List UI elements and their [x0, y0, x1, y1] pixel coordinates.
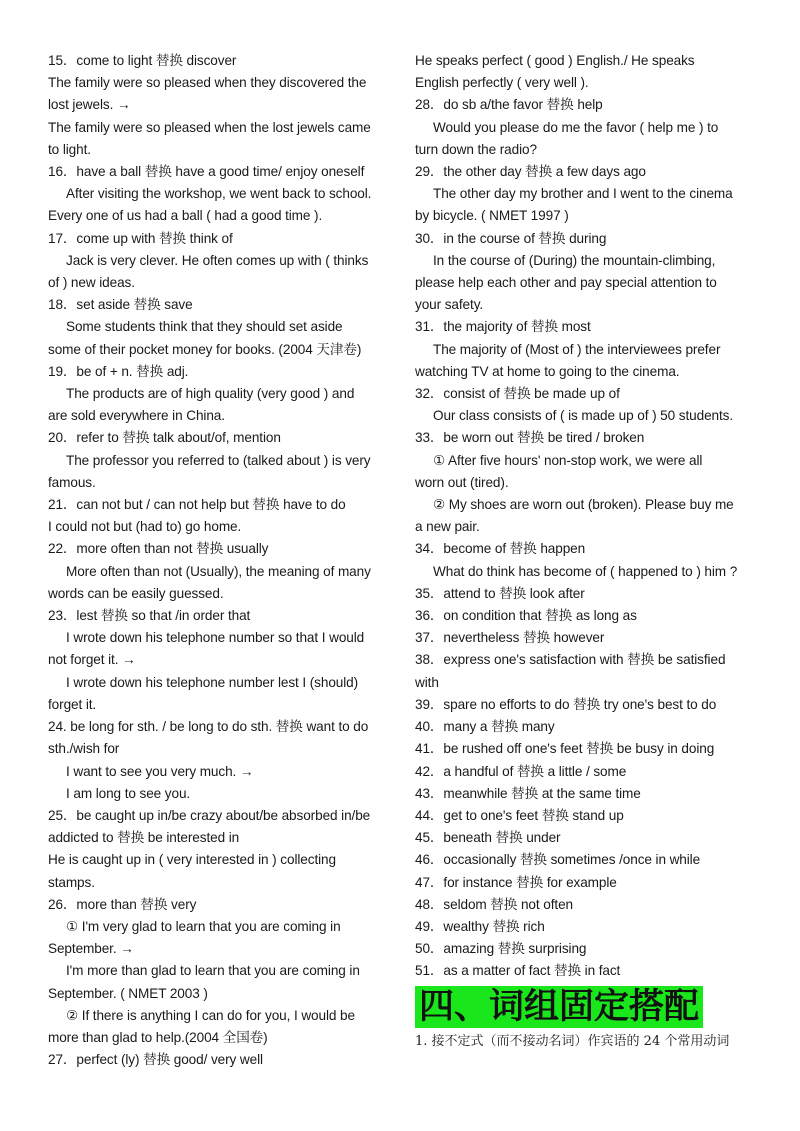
left-column-line: After visiting the workshop, we went back to school. — [66, 186, 372, 202]
left-column-line: 18．set aside 替换 save — [48, 297, 193, 313]
right-column-line: with — [415, 674, 439, 690]
right-column-line: 42．a handful of 替换 a little / some — [415, 763, 627, 779]
section-subline: 1. 接不定式（而不接动名词）作宾语的 24 个常用动词 — [415, 1033, 730, 1049]
left-column-line: 19．be of + n. 替换 adj. — [48, 363, 189, 379]
left-column-line: September. → — [48, 941, 134, 957]
left-column-line: 26．more than 替换 very — [48, 896, 197, 912]
right-column-line: 47．for instance 替换 for example — [415, 874, 617, 890]
left-column-line: 22．more often than not 替换 usually — [48, 541, 269, 557]
left-column-line: I'm more than glad to learn that you are coming in — [66, 963, 360, 979]
right-column-line: Our class consists of ( is made up of ) 50 students. — [433, 408, 734, 424]
left-column-line: ② If there is anything I can do for you, I would be — [66, 1007, 355, 1023]
left-column-line: ① I'm very glad to learn that you are coming in — [66, 918, 341, 934]
right-column-line: 30．in the course of 替换 during — [415, 230, 607, 246]
left-column-line: September. ( NMET 2003 ) — [48, 985, 208, 1001]
left-column-line: I wrote down his telephone number lest I (should) — [66, 674, 359, 690]
left-column — [48, 50, 400, 1071]
right-column-line: by bicycle. ( NMET 1997 ) — [415, 208, 569, 224]
left-column-line: 21．can not but / can not help but 替换 have to do — [48, 497, 346, 513]
right-column-line: 31．the majority of 替换 most — [415, 319, 591, 335]
left-column-line: to light. — [48, 141, 91, 157]
right-column-line: 45．beneath 替换 under — [415, 830, 561, 846]
right-column-line: please help each other and pay special attention to — [415, 275, 717, 291]
right-column-line: 37．nevertheless 替换 however — [415, 630, 605, 646]
right-column-line: 46．occasionally 替换 sometimes /once in while — [415, 852, 701, 868]
right-column-line: The majority of (Most of ) the interviewees prefer — [433, 341, 721, 357]
left-column-line: Jack is very clever. He often comes up with ( thinks — [66, 252, 369, 268]
left-column-line: 24. be long for sth. / be long to do sth. 替换 want to do — [48, 719, 369, 735]
right-column-line: English perfectly ( very well ). — [415, 75, 589, 91]
left-column-line: I wrote down his telephone number so that I would — [66, 630, 365, 646]
right-column-line: 48．seldom 替换 not often — [415, 896, 573, 912]
right-column-line: Would you please do me the favor ( help me ) to — [433, 119, 719, 135]
right-column-line: 39．spare no efforts to do 替换 try one's best to do — [415, 696, 717, 712]
left-column-line: not forget it. → — [48, 652, 136, 668]
left-column-line: stamps. — [48, 874, 95, 890]
left-column-line: The products are of high quality (very good ) and — [66, 386, 355, 402]
right-column-line: 43．meanwhile 替换 at the same time — [415, 785, 641, 801]
left-column-line: 27．perfect (ly) 替换 good/ very well — [48, 1052, 263, 1068]
left-column-line: I want to see you very much. → — [66, 763, 254, 779]
left-column-line: More often than not (Usually), the meaning of many — [66, 563, 371, 579]
left-column-line: lost jewels. → — [48, 97, 131, 113]
left-column-line: The professor you referred to (talked about ) is very — [66, 452, 371, 468]
right-column-line: What do think has become of ( happened to ) him ? — [433, 563, 738, 579]
right-column-line: a new pair. — [415, 519, 480, 535]
right-column-line: turn down the radio? — [415, 141, 537, 157]
left-column-line: words can be easily guessed. — [48, 585, 224, 601]
right-column-line: 40．many a 替换 many — [415, 719, 555, 735]
left-column-line: 15．come to light 替换 discover — [48, 53, 237, 68]
right-column-line: 32．consist of 替换 be made up of — [415, 386, 620, 402]
left-column-line: more than glad to help.(2004 全国卷) — [48, 1029, 268, 1045]
right-column-line: 33．be worn out 替换 be tired / broken — [415, 430, 645, 446]
left-column-line: are sold everywhere in China. — [48, 408, 225, 424]
right-column-line: watching TV at home to going to the cinema. — [415, 363, 680, 379]
left-column-line: I am long to see you. — [66, 785, 191, 801]
right-column-line: your safety. — [415, 297, 484, 313]
left-column-line: 17．come up with 替换 think of — [48, 230, 233, 246]
section-heading: 四、词组固定搭配 — [415, 986, 703, 1028]
right-column-line: 28．do sb a/the favor 替换 help — [415, 97, 603, 113]
right-column-line: He speaks perfect ( good ) English./ He speaks — [415, 53, 695, 68]
left-column-line: 16．have a ball 替换 have a good time/ enjoy oneself — [48, 164, 365, 180]
right-column-line: The other day my brother and I went to the cinema — [433, 186, 733, 202]
right-column-line: In the course of (During) the mountain-climbing, — [433, 252, 716, 268]
right-column-line: 34．become of 替换 happen — [415, 541, 586, 557]
left-column-line: He is caught up in ( very interested in ) collecting — [48, 852, 336, 868]
right-column-line: 49．wealthy 替换 rich — [415, 918, 545, 934]
right-column — [415, 50, 760, 1053]
right-column-line: ② My shoes are worn out (broken). Please buy me — [433, 497, 734, 513]
left-column-line: 23．lest 替换 so that /in order that — [48, 608, 251, 624]
right-column-line: 41．be rushed off one's feet 替换 be busy in doing — [415, 741, 715, 757]
right-column-line: 29．the other day 替换 a few days ago — [415, 164, 646, 180]
right-column-line: worn out (tired). — [415, 474, 509, 490]
right-column-line: 35．attend to 替换 look after — [415, 585, 585, 601]
section-heading-block — [415, 986, 760, 1028]
left-column-line: some of their pocket money for books. (2004 天津卷) — [48, 341, 362, 357]
left-column-line: of ) new ideas. — [48, 275, 135, 291]
left-column-line: The family were so pleased when they discovered the — [48, 75, 367, 91]
right-column-line: 36．on condition that 替换 as long as — [415, 608, 637, 624]
left-column-line: I could not but (had to) go home. — [48, 519, 242, 535]
right-column-line: 51．as a matter of fact 替换 in fact — [415, 963, 621, 979]
left-column-line: forget it. — [48, 696, 97, 712]
right-column-line: 38．express one's satisfaction with 替换 be satisfied — [415, 652, 726, 668]
left-column-line: The family were so pleased when the lost jewels came — [48, 119, 371, 135]
left-column-line: Some students think that they should set aside — [66, 319, 343, 335]
left-column-line: sth./wish for — [48, 741, 120, 757]
right-column-line: 50．amazing 替换 surprising — [415, 941, 587, 957]
left-column-line: famous. — [48, 474, 96, 490]
left-column-line: Every one of us had a ball ( had a good time ). — [48, 208, 323, 224]
right-column-line: 44．get to one's feet 替换 stand up — [415, 807, 624, 823]
left-column-line: 25．be caught up in/be crazy about/be absorbed in/be — [48, 807, 371, 823]
right-column-line: ① After five hours' non-stop work, we were all — [433, 452, 703, 468]
left-column-line: addicted to 替换 be interested in — [48, 830, 240, 846]
left-column-line: 20．refer to 替换 talk about/of, mention — [48, 430, 281, 446]
